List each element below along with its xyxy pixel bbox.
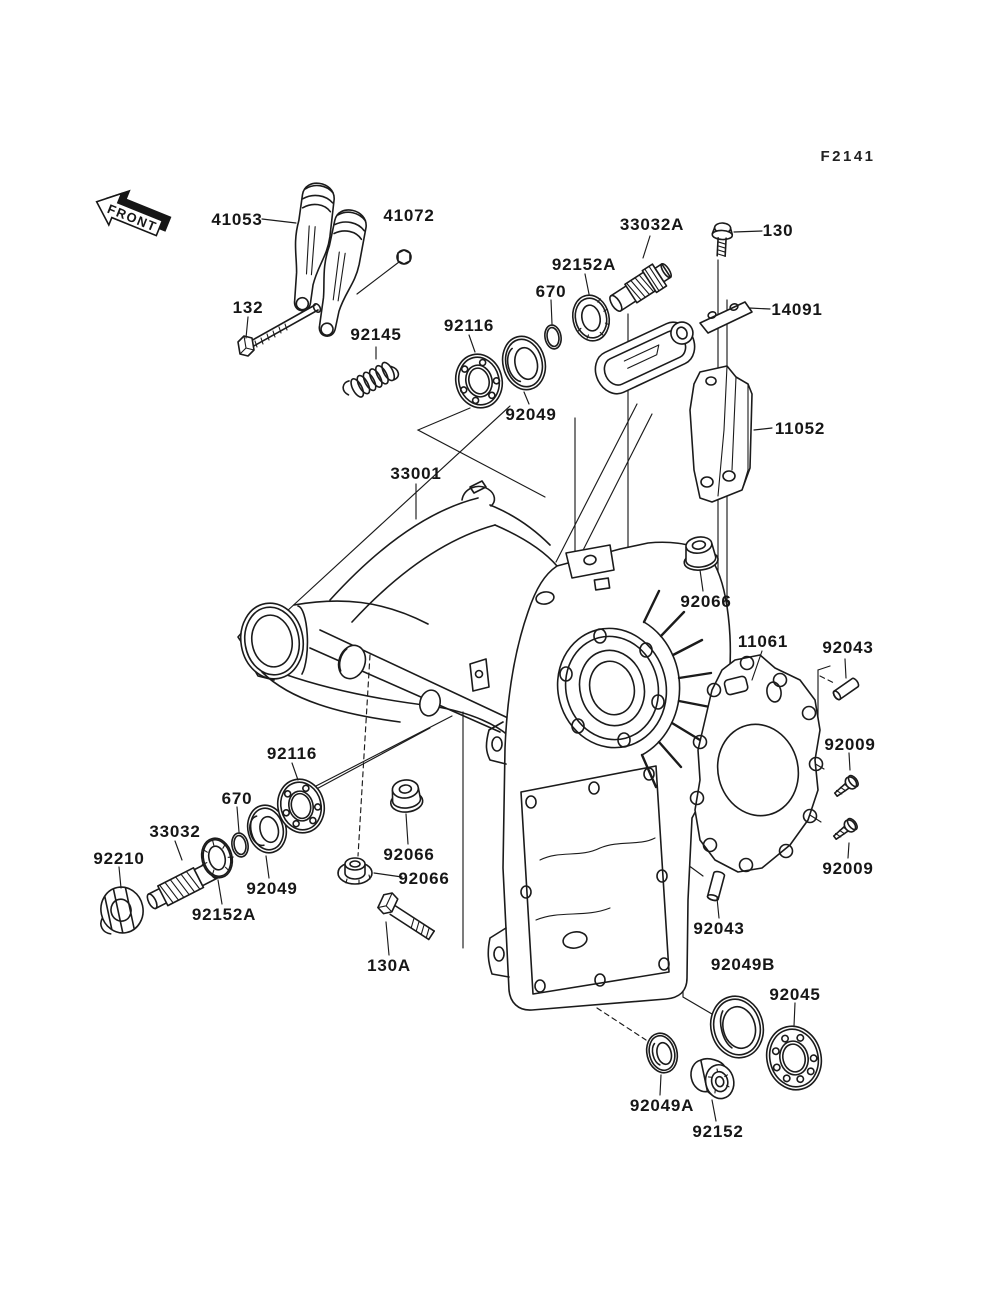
part-label-33032a: 33032A bbox=[619, 215, 685, 234]
seal-92049a bbox=[643, 1030, 682, 1076]
gear-housing bbox=[486, 542, 730, 1010]
part-label-92049a: 92049A bbox=[629, 1096, 695, 1115]
dowel-pin-upper bbox=[832, 677, 860, 701]
dowel-pin-lower bbox=[707, 871, 725, 902]
part-label-92009-upper: 92009 bbox=[824, 735, 876, 754]
part-label-92116-upper: 92116 bbox=[443, 316, 495, 335]
part-label-130a: 130A bbox=[367, 956, 411, 975]
part-label-11061: 11061 bbox=[737, 632, 789, 651]
bearing-92045 bbox=[760, 1020, 828, 1095]
hex-bolt-130a bbox=[375, 890, 439, 942]
ball-bearing-upper bbox=[450, 349, 508, 413]
part-label-670-upper: 670 bbox=[535, 282, 567, 301]
part-label-92066-mid-2: 92066 bbox=[398, 869, 450, 888]
return-spring bbox=[341, 358, 400, 403]
breather-bolt bbox=[711, 222, 733, 256]
lock-nut-92210 bbox=[94, 883, 147, 937]
part-label-130: 130 bbox=[762, 221, 794, 240]
part-label-92152a-upper: 92152A bbox=[551, 255, 617, 274]
part-label-132: 132 bbox=[232, 298, 264, 317]
part-label-92210: 92210 bbox=[93, 849, 145, 868]
bushing-92152 bbox=[688, 1054, 737, 1104]
part-label-14091: 14091 bbox=[771, 300, 823, 319]
collar-upper bbox=[681, 535, 719, 572]
part-label-670-lower: 670 bbox=[221, 789, 253, 808]
oil-seal-upper bbox=[497, 332, 551, 395]
part-label-92043-upper: 92043 bbox=[822, 638, 874, 657]
part-label-92116-lower: 92116 bbox=[266, 744, 318, 763]
cover-screw-lower bbox=[831, 817, 859, 843]
collar-mid bbox=[389, 778, 424, 813]
part-label-92152: 92152 bbox=[692, 1122, 744, 1141]
part-label-92152a-lower: 92152A bbox=[191, 905, 257, 924]
part-label-92145: 92145 bbox=[350, 325, 402, 344]
part-label-92049-upper: 92049 bbox=[505, 405, 557, 424]
part-label-33032: 33032 bbox=[149, 822, 201, 841]
part-label-41053: 41053 bbox=[211, 210, 263, 229]
o-ring-lower bbox=[230, 832, 250, 858]
part-label-92049b: 92049B bbox=[710, 955, 776, 974]
part-label-92043-lower: 92043 bbox=[693, 919, 745, 938]
part-label-92066-upper: 92066 bbox=[680, 592, 732, 611]
o-ring-upper bbox=[543, 324, 563, 350]
stay-bracket bbox=[690, 366, 752, 502]
flanged-nut bbox=[338, 858, 372, 884]
front-arrow bbox=[90, 180, 175, 246]
part-label-92009-lower: 92009 bbox=[822, 859, 874, 878]
front-arrow-text: FRONT bbox=[105, 201, 160, 235]
cover-screw-upper bbox=[832, 774, 860, 800]
part-label-33001: 33001 bbox=[390, 464, 442, 483]
part-label-41072: 41072 bbox=[383, 206, 435, 225]
seal-92049b bbox=[704, 991, 769, 1064]
figure-code: F2141 bbox=[820, 148, 876, 165]
part-label-92045: 92045 bbox=[769, 985, 821, 1004]
bearing-92152a bbox=[569, 292, 614, 344]
part-label-11052: 11052 bbox=[774, 419, 826, 438]
part-label-92066-mid-1: 92066 bbox=[383, 845, 435, 864]
part-label-92049-lower: 92049 bbox=[246, 879, 298, 898]
